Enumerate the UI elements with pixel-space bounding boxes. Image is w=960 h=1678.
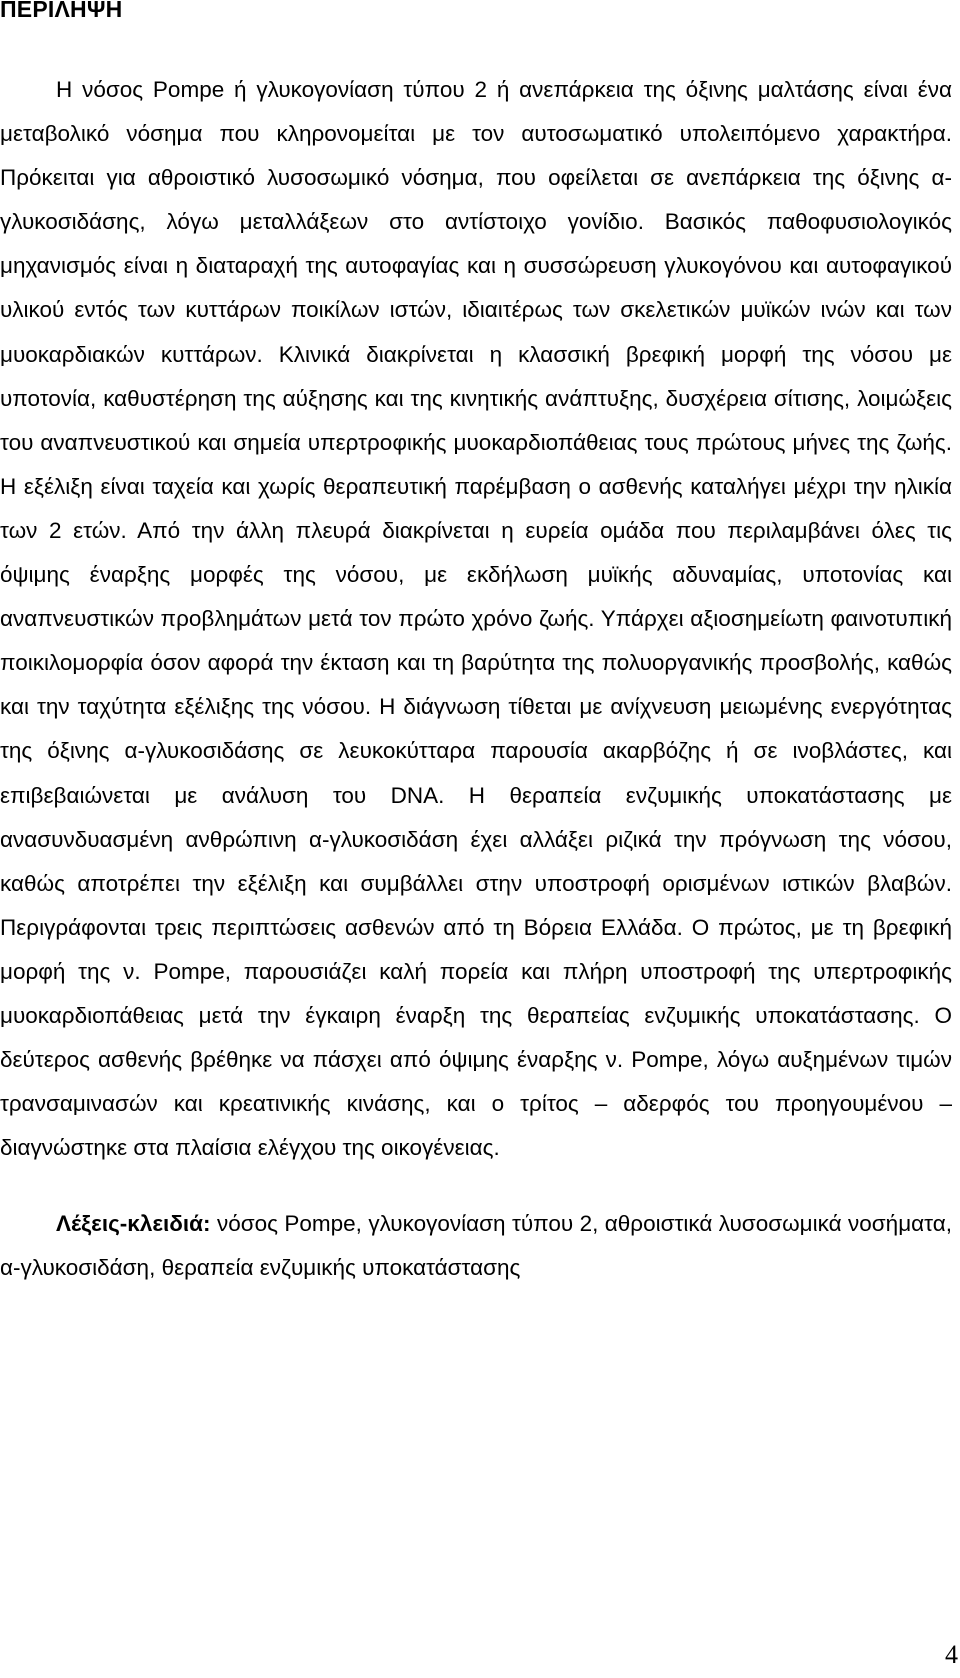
abstract-paragraph: Η νόσος Pompe ή γλυκογονίαση τύπου 2 ή ανεπάρκεια της όξινης μαλτάσης είναι ένα μεταβολικό νόσημα που κληρονομείται με τον αυτοσωματικό υπολειπόμενο χαρακτήρα. Πρόκειται για αθροιστικό λυσοσωμικό νόσημα, που οφείλεται σε ανεπάρκεια της όξινης α-γλυκοσιδάσης, λόγω μεταλλάξεων στο αντίστοιχο γονίδιο. Βασικός παθοφυσιολογικός μηχανισμός είναι η διαταραχή της αυτοφαγίας και η συσσώρευση γλυκογόνου και αυτοφαγικού υλικού εντός των κυττάρων ποικίλων ιστών, ιδιαιτέρως των σκελετικών μυϊκών ινών και των μυοκαρδιακών κυττάρων. Κλινικά διακρίνεται η κλασσική βρεφική μορφή της νόσου με υποτονία, καθυστέρηση της αύξησης και της κινητικής ανάπτυξης, δυσχέρεια σίτισης, λοιμώξεις του αναπνευστικού και σημεία υπερτροφικής μυοκαρδιοπάθειας τους πρώτους μήνες της ζωής. Η εξέλιξη είναι ταχεία και χωρίς θεραπευτική παρέμβαση ο ασθενής καταλήγει μέχρι την ηλικία των 2 ετών. Από την άλλη πλευρά διακρίνεται η ευρεία ομάδα που περιλαμβάνει όλες τις όψιμης έναρξης μορφές της νόσου, με εκδήλωση μυϊκής αδυναμίας, υποτονίας και αναπνευστικών προβλημάτων μετά τον πρώτο χρόνο ζωής. Υπάρχει αξιοσημείωτη φαινοτυπική ποικιλομορφία όσον αφορά την έκταση και τη βαρύτητα της πολυοργανικής προσβολής, καθώς και την ταχύτητα εξέλιξης της νόσου. Η διάγνωση τίθεται με ανίχνευση μειωμένης ενεργότητας της όξινης α-γλυκοσιδάσης σε λευκοκύτταρα παρουσία ακαρβόζης ή σε ινοβλάστες, και επιβεβαιώνεται με ανάλυση του DNA. Η θεραπεία ενζυμικής υποκατάστασης με ανασυνδυασμένη ανθρώπινη α-γλυκοσιδάση έχει αλλάξει ριζικά την πρόγνωση της νόσου, καθώς αποτρέπει την εξέλιξη και συμβάλλει στην υποστροφή ορισμένων ιστικών βλαβών. Περιγράφονται τρεις περιπτώσεις ασθενών από τη Βόρεια Ελλάδα. Ο πρώτος, με τη βρεφική μορφή της ν. Pompe, παρουσιάζει καλή πορεία και πλήρη υποστροφή της υπερτροφικής μυοκαρδιοπάθειας μετά την έγκαιρη έναρξη της θεραπείας ενζυμικής υποκατάστασης. Ο δεύτερος ασθενής βρέθηκε να πάσχει από όψιμης έναρξης ν. Pompe, λόγω αυξημένων τιμών τρανσαμινασών και κρεατινικής κινάσης, και ο τρίτος – αδερφός του προηγουμένου – διαγνώστηκε στα πλαίσια ελέγχου της οικογένειας. <box>0 77 952 1161</box>
page-number: 4 <box>945 1640 958 1669</box>
section-heading: ΠΕΡΙΛΗΨΗ <box>0 0 123 22</box>
keywords-list: νόσος Pompe, γλυκογονίαση τύπου 2, αθροιστικά λυσοσωμικά νοσήματα, α-γλυκοσιδάση, θεραπεία ενζυμικής υποκατάστασης <box>0 1211 952 1280</box>
keywords-paragraph <box>0 1202 952 1290</box>
keywords-label: Λέξεις-κλειδιά: <box>56 1211 211 1236</box>
